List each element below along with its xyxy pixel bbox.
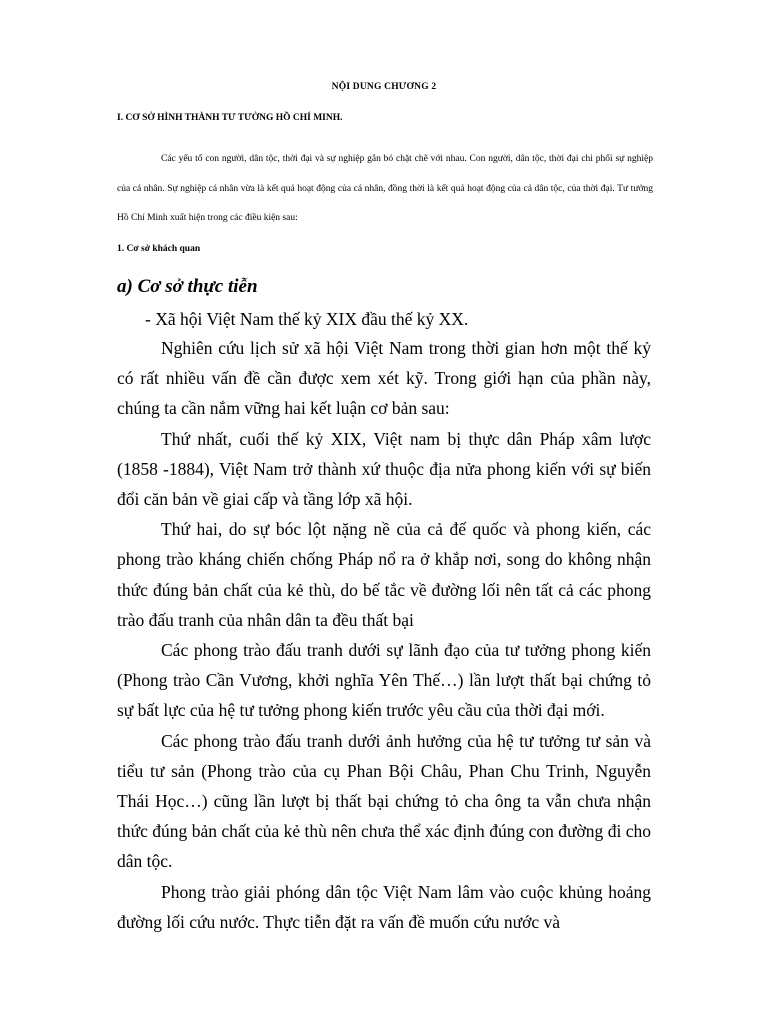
chapter-title: NỘI DUNG CHƯƠNG 2 (331, 82, 437, 92)
body-paragraph: Phong trào giải phóng dân tộc Việt Nam lâm vào cuộc khủng hoảng đường lối cứu nước. Thực tiễn đặt ra vấn đề muốn cứu nước và (117, 881, 651, 932)
body-paragraph: Các phong trào đấu tranh dưới sự lãnh đạo của tư tưởng phong kiến (Phong trào Cần Vương, khởi nghĩa Yên Thế…) lần lượt thất bại chứng tỏ sự bất lực của hệ tư tưởng phong kiến trước yêu cầu của thời đại mới. (117, 640, 651, 721)
body-paragraph: Thứ hai, do sự bóc lột nặng nề của cả đế quốc và phong kiến, các phong trào kháng chiến chống Pháp nổ ra ở khắp nơi, song do không nhận thức đúng bản chất của kẻ thù, do bế tắc về đường lối nên tất cả các phong trào đấu tranh của nhân dân ta đều thất bại (117, 519, 651, 630)
body-paragraph: Nghiên cứu lịch sử xã hội Việt Nam trong thời gian hơn một thế kỷ có rất nhiều vấn đề cần được xem xét kỹ. Trong giới hạn của phần này, chúng ta cần nắm vững hai kết luận cơ bản sau: (117, 338, 651, 419)
intro-paragraph: Các yếu tố con người, dân tộc, thời đại và sự nghiệp gắn bó chặt chẽ với nhau. Con người, dân tộc, thời đại chi phối sự nghiệp của cá nhân. Sự nghiệp cá nhân vừa là kết quả hoạt động của cá nhân, đồng thời là kết quả hoạt động của cả dân tộc, của thời đại. Tư tưởng Hồ Chí Minh xuất hiện trong các điều kiện sau: (117, 154, 653, 223)
body-paragraph: Các phong trào đấu tranh dưới ảnh hưởng của hệ tư tưởng tư sản và tiểu tư sản (Phong trào của cụ Phan Bội Châu, Phan Chu Trinh, Nguyễn Thái Học…) cũng lần lượt bị thất bại chứng tỏ cha ông ta vẫn chưa nhận thức đúng bản chất của kẻ thù nên chưa thể xác định đúng con đường đi cho dân tộc. (117, 730, 651, 872)
body-paragraph: Thứ nhất, cuối thế kỷ XIX, Việt nam bị thực dân Pháp xâm lược (1858 -1884), Việt Nam trở thành xứ thuộc địa nửa phong kiến với sự biến đổi căn bản về giai cấp và tầng lớp xã hội. (117, 428, 651, 510)
body-text (117, 333, 651, 937)
heading-a: a) Cơ sở thực tiễn (117, 276, 258, 297)
dash-list-item: - Xã hội Việt Nam thế kỷ XIX đầu thế kỷ XX. (145, 309, 469, 329)
subsection-heading: 1. Cơ sở khách quan (117, 244, 201, 254)
section-title: I. CƠ SỞ HÌNH THÀNH TƯ TƯỞNG HỒ CHÍ MINH. (117, 113, 343, 123)
